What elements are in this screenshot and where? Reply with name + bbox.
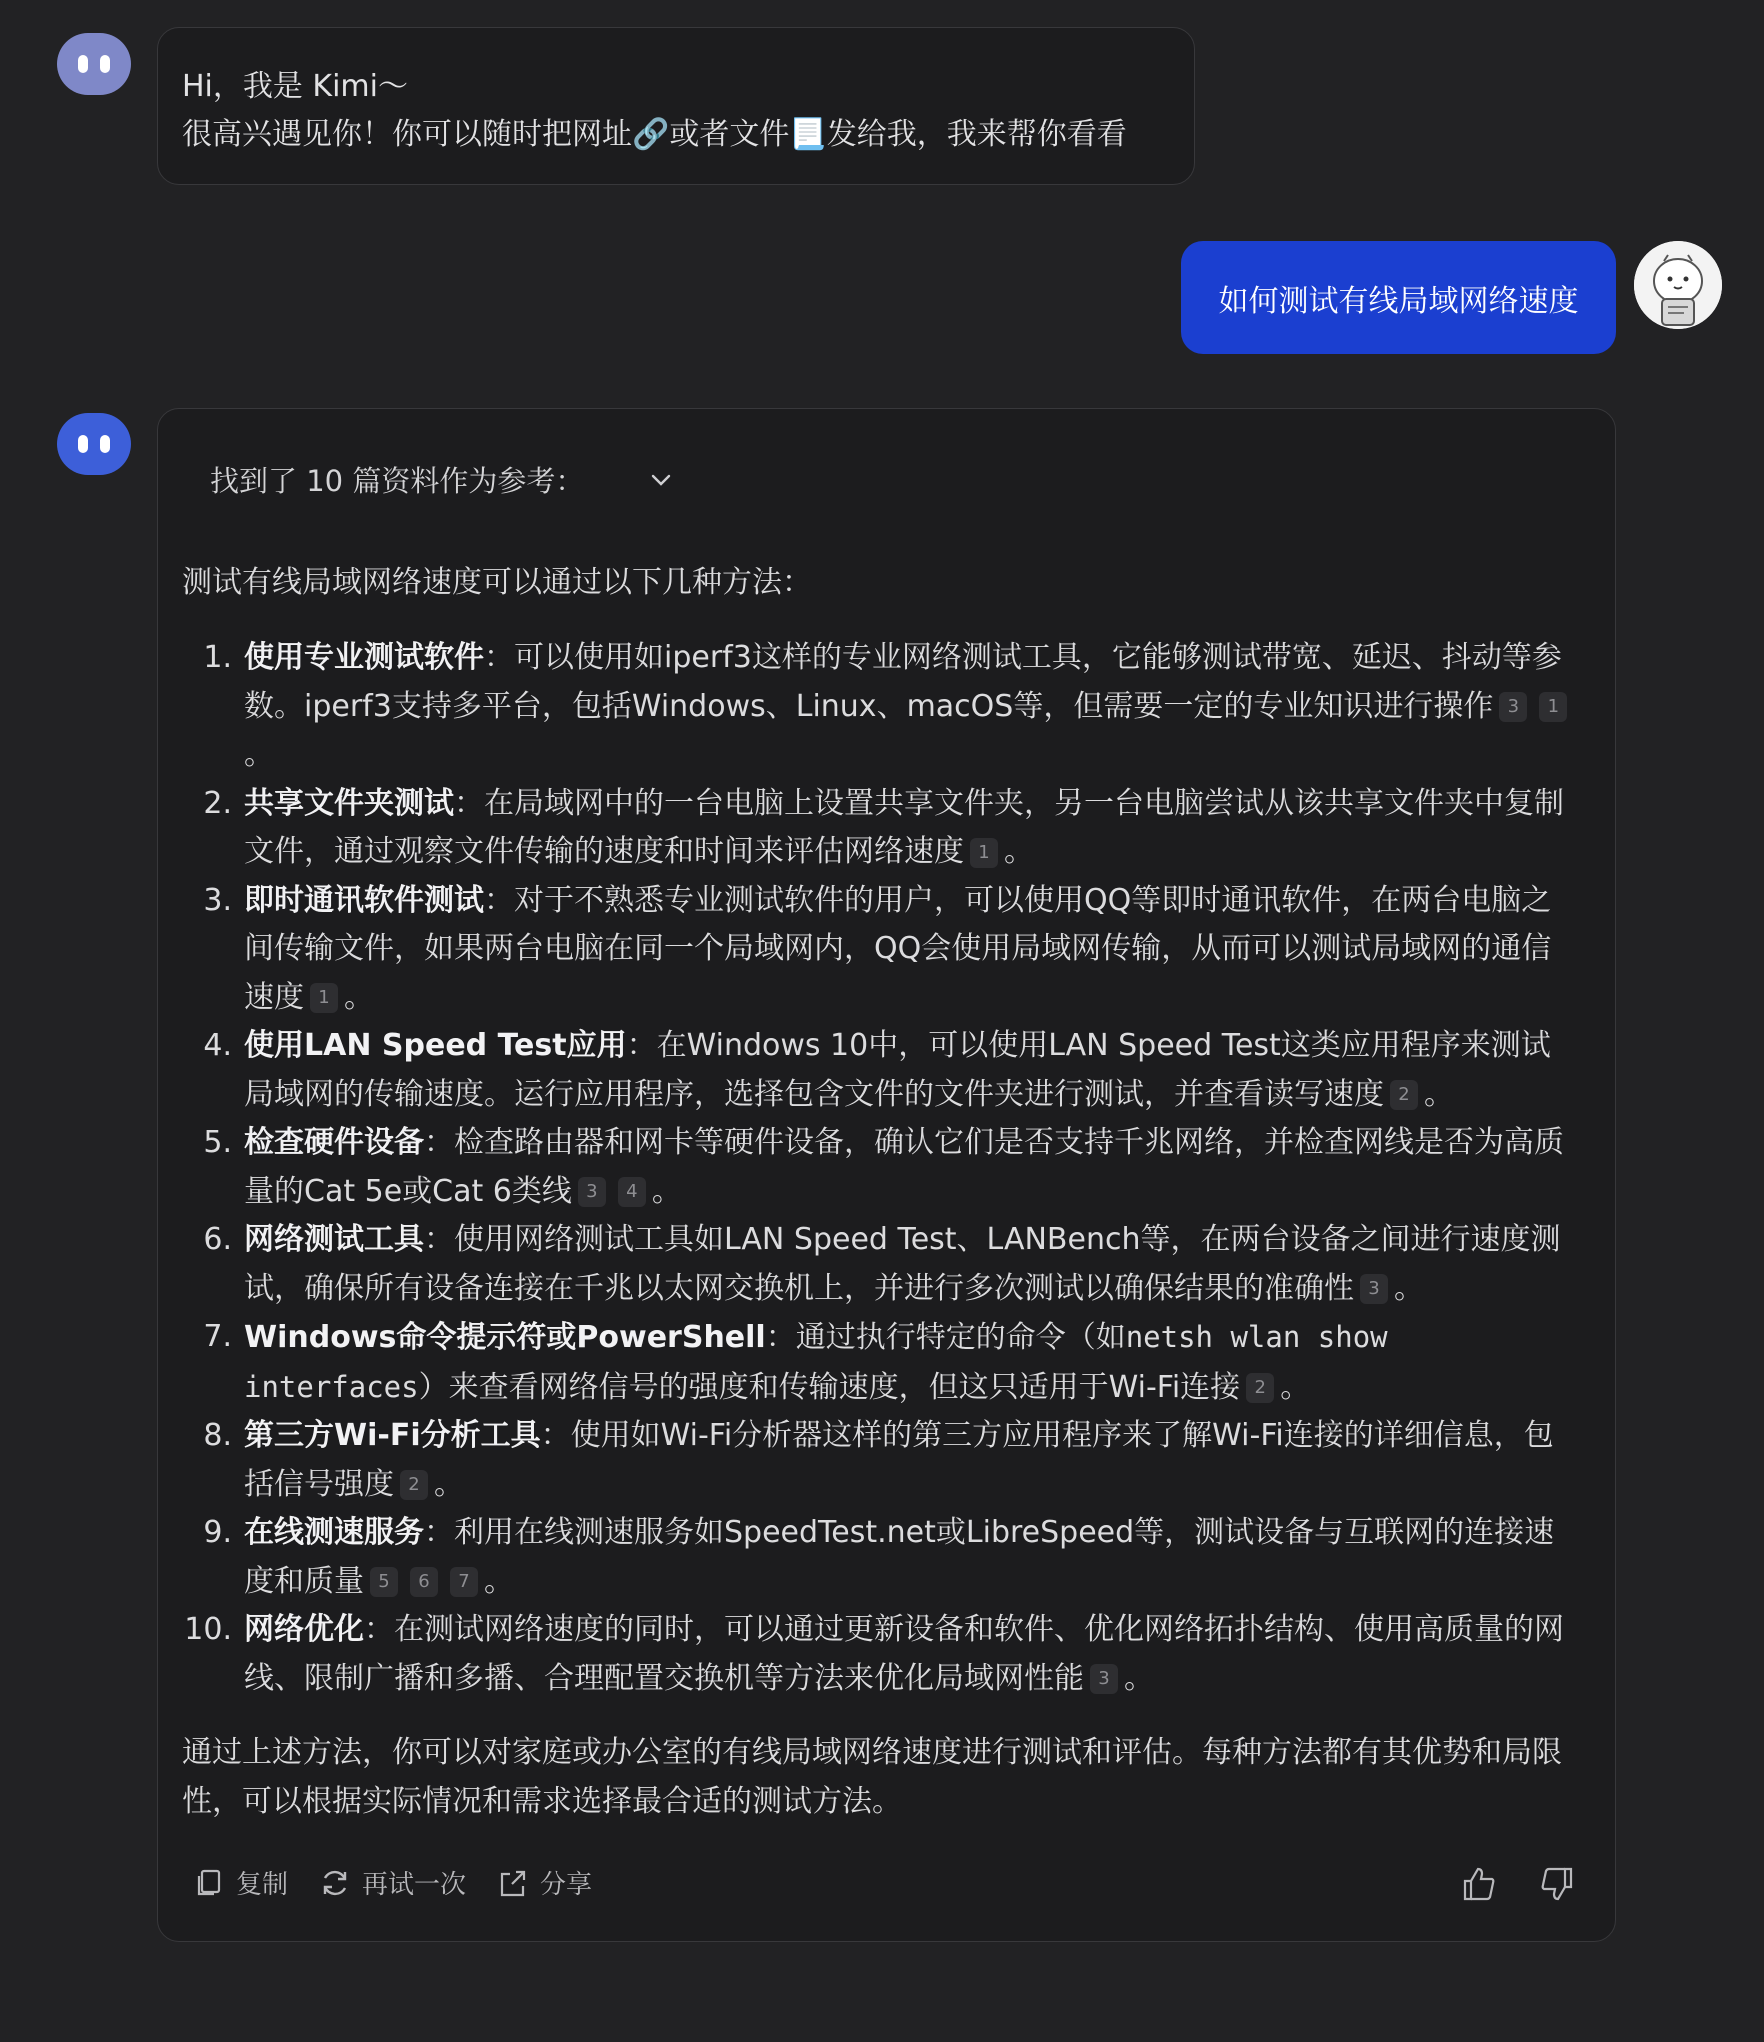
item-end: 。 — [1280, 1369, 1311, 1405]
item-title: 即时通讯软件测试 — [244, 882, 484, 918]
list-item — [182, 877, 1577, 1023]
item-text: ：通过执行特定的命令（如 — [765, 1320, 1126, 1355]
citation-badge[interactable]: 4 — [618, 1177, 646, 1207]
avatar-eye — [100, 55, 110, 73]
citation-badge[interactable]: 2 — [400, 1470, 428, 1500]
method-list — [182, 634, 1577, 1703]
item-end: 。 — [1124, 1660, 1154, 1696]
list-item — [182, 634, 1577, 780]
share-label: 分享 — [540, 1870, 593, 1900]
list-item — [182, 1216, 1577, 1313]
item-number: 9. — [203, 1515, 232, 1550]
citation-badge[interactable]: 5 — [370, 1567, 398, 1597]
citation-badge[interactable]: 1 — [1539, 692, 1567, 722]
item-title: 第三方Wi-Fi分析工具 — [244, 1418, 541, 1453]
reply-summary: 通过上述方法，你可以对家庭或办公室的有线局域网络速度进行测试和评估。每种方法都有其优势和局限性，可以根据实际情况和需求选择最合适的测试方法。 — [182, 1735, 1562, 1819]
copy-button[interactable] — [192, 1864, 288, 1901]
list-item — [182, 1509, 1577, 1606]
item-title: Windows命令提示符或PowerShell — [244, 1320, 766, 1355]
item-text: ：检查路由器和网卡等硬件设备，确认它们是否支持千兆网络，并检查网线是否为高质量的Cat 5e或Cat 6类线 — [244, 1125, 1564, 1209]
citation-badge[interactable]: 2 — [1390, 1080, 1418, 1110]
item-number: 3. — [203, 882, 232, 918]
list-item — [182, 1022, 1577, 1119]
list-item — [182, 1119, 1577, 1216]
cartoon-avatar-icon — [1634, 241, 1722, 329]
references-label: 找到了 10 篇资料作为参考： — [210, 464, 585, 498]
copy-label: 复制 — [236, 1870, 289, 1900]
inline-code: netsh wlan show interfaces — [244, 1320, 1388, 1404]
item-end: 。 — [1394, 1270, 1424, 1306]
item-number: 7. — [203, 1319, 232, 1354]
item-title: 检查硬件设备 — [244, 1125, 424, 1160]
citation-badge[interactable]: 3 — [1090, 1664, 1118, 1694]
greeting-line-1: Hi，我是 Kimi～ — [182, 69, 408, 104]
avatar-eye — [100, 435, 110, 453]
user-message-bubble — [1181, 241, 1616, 354]
reply-actions — [192, 1864, 592, 1901]
item-end: 。 — [1004, 834, 1034, 869]
item-end: 。 — [344, 979, 374, 1015]
item-end: 。 — [1424, 1076, 1454, 1112]
item-text: ：利用在线测速服务如SpeedTest.net或LibreSpeed等，测试设备与互联网的连接速度和质量 — [244, 1515, 1555, 1599]
item-title: 使用LAN Speed Test应用 — [244, 1028, 627, 1063]
citation-badge[interactable]: 2 — [1246, 1373, 1274, 1403]
item-end: 。 — [651, 1173, 682, 1209]
chevron-down-icon — [650, 473, 672, 487]
avatar-eye — [78, 55, 88, 73]
feedback-buttons — [1459, 1864, 1577, 1904]
item-title: 网络优化 — [244, 1612, 364, 1647]
thumbs-up-icon[interactable] — [1459, 1864, 1499, 1904]
kimi-avatar — [57, 33, 131, 95]
share-icon — [496, 1866, 530, 1900]
item-text: ：可以使用如iperf3这样的专业网络测试工具，它能够测试带宽、延迟、抖动等参数。iperf3支持多平台，包括Windows、Linux、macOS等，但需要一定的专业知识进行操作 — [244, 640, 1562, 724]
refresh-icon — [318, 1866, 352, 1900]
user-avatar[interactable] — [1634, 241, 1722, 329]
retry-label: 再试一次 — [362, 1870, 467, 1900]
item-number: 4. — [203, 1028, 232, 1063]
item-text: ：在Windows 10中，可以使用LAN Speed Test这类应用程序来测试局域网的传输速度。运行应用程序，选择包含文件的文件夹进行测试，并查看读写速度 — [244, 1028, 1551, 1112]
list-item — [182, 1606, 1577, 1703]
list-item — [182, 780, 1577, 877]
item-text: ：对于不熟悉专业测试软件的用户，可以使用QQ等即时通讯软件，在两台电脑之间传输文件，如果两台电脑在同一个局域网内，QQ会使用局域网传输，从而可以测试局域网的通信速度 — [244, 882, 1552, 1015]
user-message-text: 如何测试有线局域网络速度 — [1218, 283, 1579, 319]
citation-badge[interactable]: 1 — [970, 838, 998, 868]
citation-badge[interactable]: 6 — [410, 1567, 438, 1597]
list-item — [182, 1313, 1577, 1412]
item-number: 10. — [184, 1612, 232, 1647]
reply-intro: 测试有线局域网络速度可以通过以下几种方法： — [182, 565, 812, 600]
avatar-eye — [78, 435, 88, 453]
item-text: ）来查看网络信号的强度和传输速度，但这只适用于Wi-Fi连接 — [418, 1369, 1241, 1405]
citation-badge[interactable]: 3 — [1360, 1274, 1388, 1304]
item-text: ：在测试网络速度的同时，可以通过更新设备和软件、优化网络拓扑结构、使用高质量的网线、限制广播和多播、合理配置交换机等方法来优化局域网性能 — [244, 1612, 1564, 1696]
item-number: 6. — [203, 1222, 232, 1257]
item-number: 1. — [203, 640, 232, 675]
item-number: 5. — [203, 1125, 232, 1160]
kimi-avatar — [57, 413, 131, 475]
citation-badge[interactable]: 3 — [578, 1177, 606, 1207]
greeting-bubble — [157, 27, 1195, 185]
item-title: 共享文件夹测试 — [244, 785, 454, 821]
share-button[interactable] — [496, 1864, 592, 1901]
item-text: ：在局域网中的一台电脑上设置共享文件夹，另一台电脑尝试从该共享文件夹中复制文件，通过观察文件传输的速度和时间来评估网络速度 — [244, 785, 1564, 869]
item-number: 8. — [203, 1418, 232, 1453]
item-end: 。 — [244, 737, 274, 772]
item-text: ：使用网络测试工具如LAN Speed Test、LANBench等，在两台设备之间进行速度测试，确保所有设备连接在千兆以太网交换机上，并进行多次测试以确保结果的准确性 — [244, 1222, 1561, 1306]
list-item — [182, 1412, 1577, 1509]
retry-button[interactable] — [318, 1864, 466, 1901]
item-text: ：使用如Wi-Fi分析器这样的第三方应用程序来了解Wi-Fi连接的详细信息，包括信号强度 — [244, 1418, 1554, 1502]
greeting-line-2: 很高兴遇见你！你可以随时把网址🔗或者文件📃发给我，我来帮你看看 — [182, 117, 1127, 152]
reply-bubble — [157, 408, 1616, 1942]
item-title: 在线测速服务 — [244, 1515, 424, 1550]
item-title: 使用专业测试软件 — [244, 640, 484, 675]
citation-badge[interactable]: 7 — [450, 1567, 478, 1597]
item-end: 。 — [434, 1466, 464, 1502]
thumbs-down-icon[interactable] — [1537, 1864, 1577, 1904]
item-title: 网络测试工具 — [244, 1222, 424, 1257]
references-toggle[interactable] — [210, 459, 672, 500]
citation-badge[interactable]: 3 — [1499, 692, 1527, 722]
citation-badge[interactable]: 1 — [310, 983, 338, 1013]
item-end: 。 — [484, 1563, 514, 1599]
item-number: 2. — [203, 785, 232, 821]
copy-icon — [192, 1866, 226, 1900]
